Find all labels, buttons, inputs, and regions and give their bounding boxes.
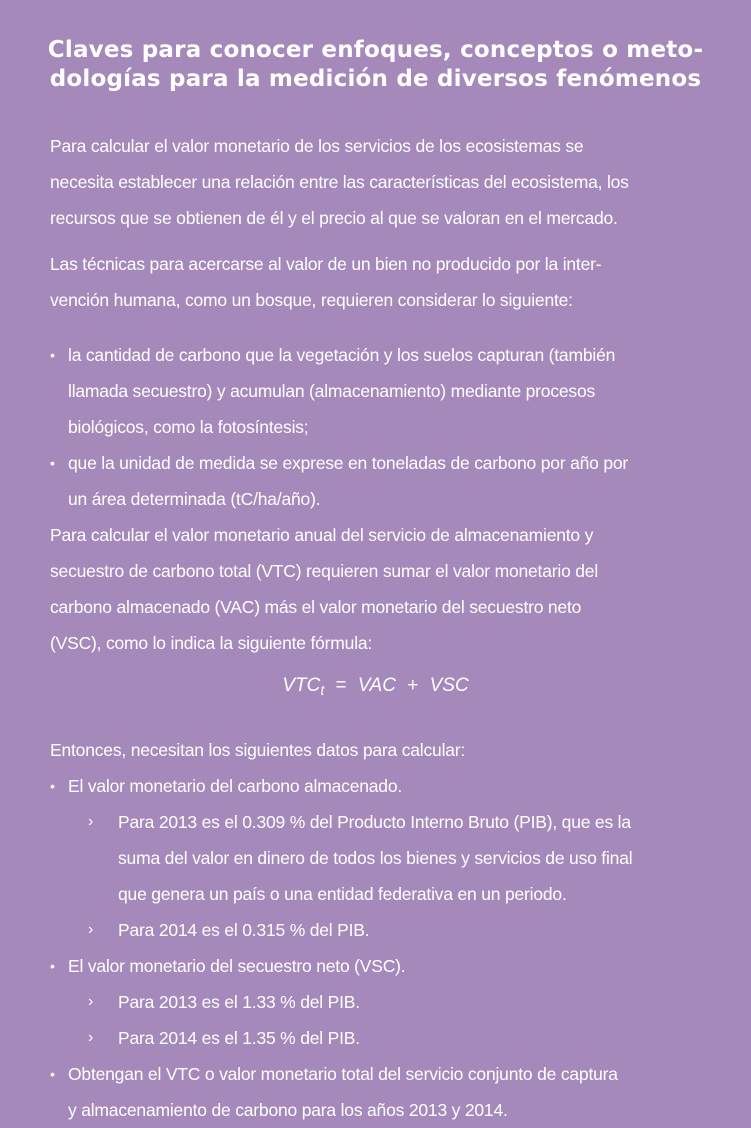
text-line: que la unidad de medida se exprese en toneladas de carbono por año por	[68, 453, 629, 473]
chevron-right-icon: ›	[88, 1029, 94, 1046]
intro-paragraph	[50, 128, 715, 236]
sub-list-item	[50, 984, 715, 1020]
data-needed-list	[50, 768, 715, 1128]
formula-plus: +	[407, 675, 419, 696]
title-line-2: dologías para la medición de diversos fenómenos	[49, 66, 702, 92]
list-item	[50, 948, 715, 984]
sub-list-item	[50, 912, 715, 948]
formula-term-vsc: VSC	[429, 675, 469, 696]
formula-intro-paragraph	[50, 517, 715, 661]
text-line: vención humana, como un bosque, requieren considerar lo siguiente:	[50, 290, 573, 310]
formula-lhs: VTC	[282, 675, 321, 696]
bullet-icon: •	[50, 1066, 55, 1082]
text-line: Para 2013 es el 0.309 % del Producto Interno Bruto (PIB), que es la	[118, 812, 631, 832]
text-line: y almacenamiento de carbono para los años 2013 y 2014.	[68, 1100, 508, 1120]
techniques-paragraph	[50, 246, 715, 318]
text-line: Obtengan el VTC o valor monetario total del servicio conjunto de captura	[68, 1064, 618, 1084]
sub-list-item	[50, 804, 715, 912]
formula-equals: =	[335, 675, 347, 696]
text-line: secuestro de carbono total (VTC) requieren sumar el valor monetario del	[50, 561, 599, 581]
text-line: Para 2014 es el 0.315 % del PIB.	[118, 920, 370, 940]
list-item	[50, 445, 715, 517]
text-line: Para calcular el valor monetario anual del servicio de almacenamiento y	[50, 525, 594, 545]
sub-list-item	[50, 1020, 715, 1056]
text-line: El valor monetario del secuestro neto (VSC).	[68, 956, 406, 976]
text-line: biológicos, como la fotosíntesis;	[68, 417, 309, 437]
text-line: necesita establecer una relación entre las características del ecosistema, los	[50, 172, 629, 192]
chevron-right-icon: ›	[88, 813, 94, 830]
text-line: Para 2014 es el 1.35 % del PIB.	[118, 1028, 360, 1048]
formula-term-vac: VAC	[357, 675, 396, 696]
bullet-icon: •	[50, 455, 55, 471]
text-line: que genera un país o una entidad federativa en un periodo.	[118, 884, 567, 904]
text-line: El valor monetario del carbono almacenado.	[68, 776, 403, 796]
text-line: (VSC), como lo indica la siguiente fórmula:	[50, 633, 373, 653]
list-item	[50, 337, 715, 445]
data-needed-intro: Entonces, necesitan los siguientes datos para calcular:	[50, 740, 466, 760]
text-line: la cantidad de carbono que la vegetación y los suelos capturan (también	[68, 345, 616, 365]
bullet-icon: •	[50, 958, 55, 974]
bullet-icon: •	[50, 778, 55, 794]
bullet-icon: •	[50, 347, 55, 363]
vtc-formula	[0, 671, 751, 701]
title-line-1: Claves para conocer enfoques, conceptos o meto-	[47, 37, 704, 63]
text-line: carbono almacenado (VAC) más el valor monetario del secuestro neto	[50, 597, 582, 617]
text-line: Las técnicas para acercarse al valor de un bien no producido por la inter-	[50, 254, 602, 274]
text-line: Para calcular el valor monetario de los servicios de los ecosistemas se	[50, 136, 584, 156]
formula-subscript: t	[320, 682, 325, 698]
list-item	[50, 768, 715, 804]
chevron-right-icon: ›	[88, 993, 94, 1010]
page-title	[40, 36, 711, 94]
text-line: un área determinada (tC/ha/año).	[68, 489, 321, 509]
text-line: llamada secuestro) y acumulan (almacenamiento) mediante procesos	[68, 381, 596, 401]
text-line: recursos que se obtienen de él y el precio al que se valoran en el mercado.	[50, 208, 618, 228]
chevron-right-icon: ›	[88, 921, 94, 938]
considerations-list	[50, 337, 715, 517]
text-line: Para 2013 es el 1.33 % del PIB.	[118, 992, 360, 1012]
list-item	[50, 1056, 715, 1128]
text-line: suma del valor en dinero de todos los bienes y servicios de uso final	[118, 848, 633, 868]
